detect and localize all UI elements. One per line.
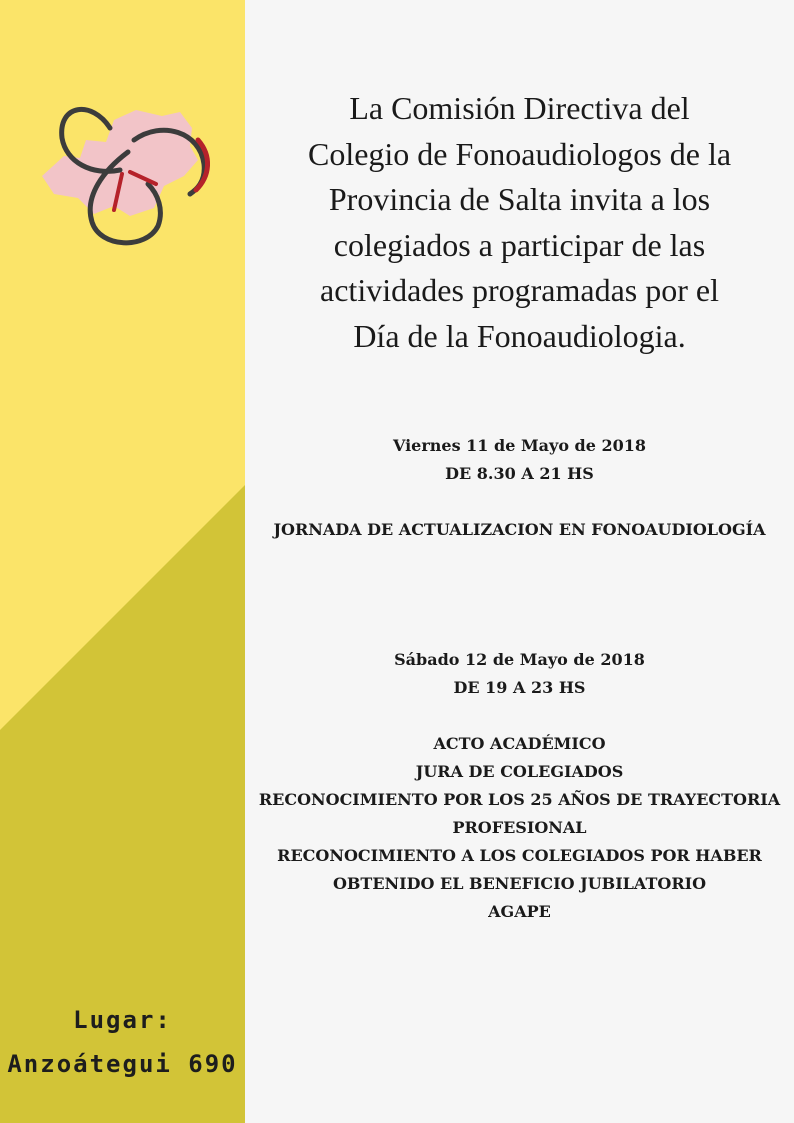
list-item: RECONOCIMIENTO A LOS COLEGIADOS POR HABER xyxy=(277,846,762,865)
day1-date: Viernes 11 de Mayo de 2018 xyxy=(392,436,647,455)
main-content xyxy=(245,0,794,1123)
day2-date: Sábado 12 de Mayo de 2018 xyxy=(394,650,645,669)
list-item: ACTO ACADÉMICO xyxy=(433,734,606,753)
invitation-line: Provincia de Salta invita a los xyxy=(328,181,711,218)
day1-activity: JORNADA DE ACTUALIZACION EN FONOAUDIOLOGÍA xyxy=(273,520,766,539)
list-item: AGAPE xyxy=(488,902,551,921)
day2-time: DE 19 A 23 HS xyxy=(453,678,586,697)
day1-time: DE 8.30 A 21 HS xyxy=(445,464,594,483)
list-item: RECONOCIMIENTO POR LOS 25 AÑOS DE TRAYECTORIA xyxy=(258,790,781,809)
list-item: OBTENIDO EL BENEFICIO JUBILATORIO xyxy=(332,874,707,893)
province-map-shape xyxy=(42,110,198,216)
invitation-line: Día de la Fonoaudiologia. xyxy=(353,317,686,354)
invitation-line: actividades programadas por el xyxy=(320,272,719,309)
association-logo-icon xyxy=(34,98,224,250)
invitation-text xyxy=(245,86,794,360)
place-label: Lugar: xyxy=(73,1006,172,1034)
invitation-line: La Comisión Directiva del xyxy=(349,90,690,126)
invitation-line: Colegio de Fonoaudiologos de la xyxy=(307,135,732,172)
list-item: JURA DE COLEGIADOS xyxy=(415,762,624,781)
sidebar-panel xyxy=(0,0,245,1123)
place-address: Anzoátegui 690 xyxy=(7,1050,238,1078)
day2-activity-list xyxy=(245,730,794,926)
invitation-line: colegiados a participar de las xyxy=(333,226,706,263)
list-item: PROFESIONAL xyxy=(452,818,587,837)
